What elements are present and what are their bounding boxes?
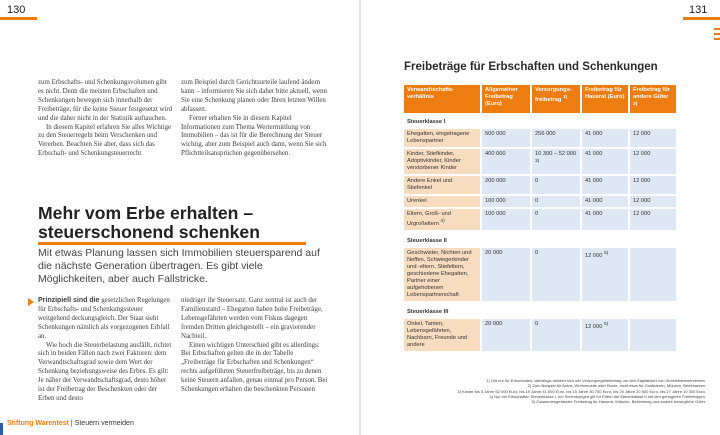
allowance-table [404, 85, 676, 353]
paragraph: In diesem Kapitel erfahren Sie alles Wichtige zu den Steuerregeln beim Verschenken und Vererben. Beachten Sie aber, dass sich das Erbschaft- und Schenkungsteuerrecht [38, 123, 172, 158]
table-title: Freibeträge für Erbschaften und Schenkungen [404, 61, 658, 73]
paragraph: zum Erbschafts- und Schenkungsvolumen gibt es nicht. Denn die meisten Erbschaften und Schenkungen bewegen sich innerhalb der Freibeträge, für die keine Steuer festgesetzt wird und die daher nicht in der Statistik auftauchen. [38, 79, 173, 122]
value-cell: 20 000 [480, 319, 530, 353]
headline-rule [38, 242, 306, 245]
value-cell: 41 000 [580, 196, 628, 209]
value-cell: 100 000 [480, 209, 530, 232]
paragraph: zum Beispiel durch Gerichtsurteile laufend ändern kann – informieren Sie sich daher bitte aktuell, wenn Sie eine Schenkung planen oder Ihren letzten Willen abfassen. [181, 79, 327, 113]
value-cell: 400 000 [480, 149, 530, 176]
paragraph: Wie hoch die Steuerbelastung ausfällt, richtet sich in beiden Fällen nach zwei Faktoren: dem Verwandtschaftsgrad sowie dem Wert der Schenkung beziehungsweise des Erbes. Es gilt: Je näher der Verwandtschaftsgrad, desto höher ist der Freibetrag der Beschenkten oder der Erben und desto [38, 341, 172, 402]
paragraph [38, 297, 173, 342]
margin-dash [714, 38, 720, 40]
footer-section: Steuern vermeiden [74, 420, 134, 427]
value-cell: 0 [530, 176, 580, 196]
footnote-marker: 3) [535, 158, 540, 164]
paragraph: Ferner erhalten Sie in diesem Kapitel Informationen zum Thema Wertermittlung von Immobilien – das ist für die Berechnung der Steuer wichtig, aber zum Beispiel auch dann, wenn Sie sich Pflichtteilsansprüchen gegenübersehen. [181, 114, 327, 158]
table-row [404, 248, 676, 303]
footnote: 4) Nur bei Erbschaften Steuerklasse I, bei Schenkungen gilt für Eltern die Steuerklasse II mit den geringeren Freibeträgen. [489, 393, 706, 399]
relationship-cell [404, 209, 480, 232]
top-accent-bar-right [683, 17, 720, 20]
footnote: 5) Zusammengefasster Freibetrag für Hausrat, Wäsche, Bekleidung und andere bewegliche Güter. [531, 399, 706, 405]
value-cell: 41 000 [580, 129, 628, 149]
paragraph-text: gesetzlichen Regelungen für Erbschafts- und Schenkungssteuer weitgehend deckungsgleich. Der Staat sieht Schenkungen nämlich als vorgezogenen Erbfall an. [38, 297, 170, 340]
relationship-cell: Geschwister, Nichten und Neffen, Schwiegerkinder und -eltern, Stiefeltern, geschiedene Ehegatten, Partner einer aufgehobenen Lebenspartnerschaft [404, 248, 480, 303]
value-cell: 12 000 [628, 129, 676, 149]
page-number-left: 130 [7, 4, 26, 16]
value-cell: 0 [530, 209, 580, 232]
footnote-marker: 4) [440, 218, 445, 224]
relationship-cell: Kinder, Stiefkinder, Adoptivkinder, Kinder verstorbener Kinder [404, 149, 480, 176]
value-cell: 0 [530, 319, 580, 353]
value-cell: 500 000 [480, 129, 530, 149]
value-text: 12 000 [585, 323, 603, 330]
lower-right-column [181, 297, 329, 395]
relationship-cell: Urenkel [404, 196, 480, 209]
running-footer [7, 420, 134, 427]
header-cell [628, 85, 676, 113]
relationship-text: Eltern, Groß- und Urgroßeltern [407, 210, 451, 227]
value-cell: 12 000 [628, 176, 676, 196]
header-label: Freibetrag für andere Güter [633, 87, 670, 100]
value-cell: 41 000 [580, 149, 628, 176]
value-cell: 12 000 [628, 209, 676, 232]
header-cell: Freibetrag für Hausrat (Euro) [580, 85, 628, 113]
value-cell: 12 000 [628, 196, 676, 209]
footer-brand-bar [0, 423, 3, 435]
value-cell: 41 000 [580, 176, 628, 196]
table-header-row [404, 85, 676, 113]
value-cell [530, 149, 580, 176]
value-cell [580, 248, 628, 303]
value-cell [628, 319, 676, 353]
value-text: 10 300 – 52 000 [535, 150, 577, 157]
value-cell [628, 248, 676, 303]
lead-in: Prinzipiell sind die [38, 297, 100, 304]
paragraph: niedriger ihr Steuersatz. Ganz zentral ist auch der Familienstand – Ehegatten haben hohe Freibeträge, Lebensgefährten werden vom Fiskus dagegen fremden Dritten gleichgestellt – ein gravierender Nachteil. [181, 297, 323, 340]
top-accent-bar-left [0, 17, 37, 20]
footnote-marker: 5) [604, 250, 609, 256]
header-cell: Allgemeiner Freibetrag (Euro) [480, 85, 530, 113]
table-footnotes [400, 378, 706, 404]
footnote-marker: 1) [562, 95, 568, 100]
margin-dash [714, 33, 720, 35]
value-cell: 20 000 [480, 248, 530, 303]
page-number-right: 131 [689, 4, 708, 16]
value-cell: 12 000 [628, 149, 676, 176]
paragraph: Einen wichtigen Unterschied gibt es allerdings: Bei Erbschaften gelten die in der Tabelle „Freibeträge für Erbschaften und Schenkungen“ rechts aufgeführten Steuerfreibeträge, bis zu denen keine Steuern anfallen, genau einmal pro Person. Bei Schenkungen erhalten die beschenkten Personen [181, 341, 328, 394]
margin-dash [714, 28, 720, 30]
value-cell: 200 000 [480, 176, 530, 196]
table-row [404, 209, 676, 232]
value-cell [580, 319, 628, 353]
value-cell: 41 000 [580, 209, 628, 232]
value-cell: 256 000 [530, 129, 580, 149]
relationship-cell: Andere Enkel und Stiefenkel [404, 176, 480, 196]
tax-class-label: Steuerklasse II [404, 232, 676, 248]
chapter-headline: Mehr vom Erbe erhalten – steuerschonend schenken [38, 203, 260, 242]
footer-separator: | [68, 420, 75, 427]
tax-class-label: Steuerklasse III [404, 303, 676, 319]
footnote: 2) Zum Beispiel für Autos, Wohnmobile oder Boote, nicht etwa für Goldbarren, Münzen, Briefmarken. [527, 383, 706, 389]
table-row [404, 196, 676, 209]
tax-class-label: Steuerklasse I [404, 113, 676, 129]
value-cell: 0 [530, 248, 580, 303]
table-row [404, 149, 676, 176]
chapter-intro: Mit etwas Planung lassen sich Immobilien steuersparend auf die nächste Generation übertragen. Es gibt viele Möglichkeiten, aber auch Fallstricke. [38, 247, 320, 285]
footnote: 1) Gilt nur für Erbschaften, allerdings mindert sich der Versorgungsfreibetrag um den Kapitalwert von Hinterbliebenenrenten. [486, 378, 706, 383]
arrow-marker-icon [28, 298, 34, 306]
upper-right-column [181, 79, 329, 159]
lower-left-column [38, 297, 173, 404]
value-cell: 0 [530, 196, 580, 209]
value-text: 12 000 [585, 252, 603, 259]
header-cell: Verwandtschafts-verhältnis [404, 85, 480, 113]
footnote-marker: 2) [633, 102, 638, 107]
book-gutter [359, 0, 361, 435]
table-row [404, 129, 676, 149]
value-cell: 100 000 [480, 196, 530, 209]
upper-left-column [38, 79, 173, 159]
relationship-cell: Ehegatten, eingetragene Lebenspartner [404, 129, 480, 149]
header-label: Versorgungs-freibetrag [535, 87, 572, 103]
footer-brand: Stiftung Warentest [7, 420, 69, 427]
table-row [404, 319, 676, 353]
header-cell [530, 85, 580, 113]
relationship-cell: Onkel, Tanten, Lebensgefährten, Nachbarn, Freunde und andere [404, 319, 480, 353]
table-row [404, 176, 676, 196]
footnote-marker: 5) [604, 321, 609, 327]
footnote: 3) Kinder bis 5 Jahre 52 000 Euro, bis 10 Jahre 41 000 Euro, bis 15 Jahre 30 700 Euro, bis 20 Jahre 20 500 Euro, bis 27 Jahre 10 300 Euro. [457, 388, 706, 394]
